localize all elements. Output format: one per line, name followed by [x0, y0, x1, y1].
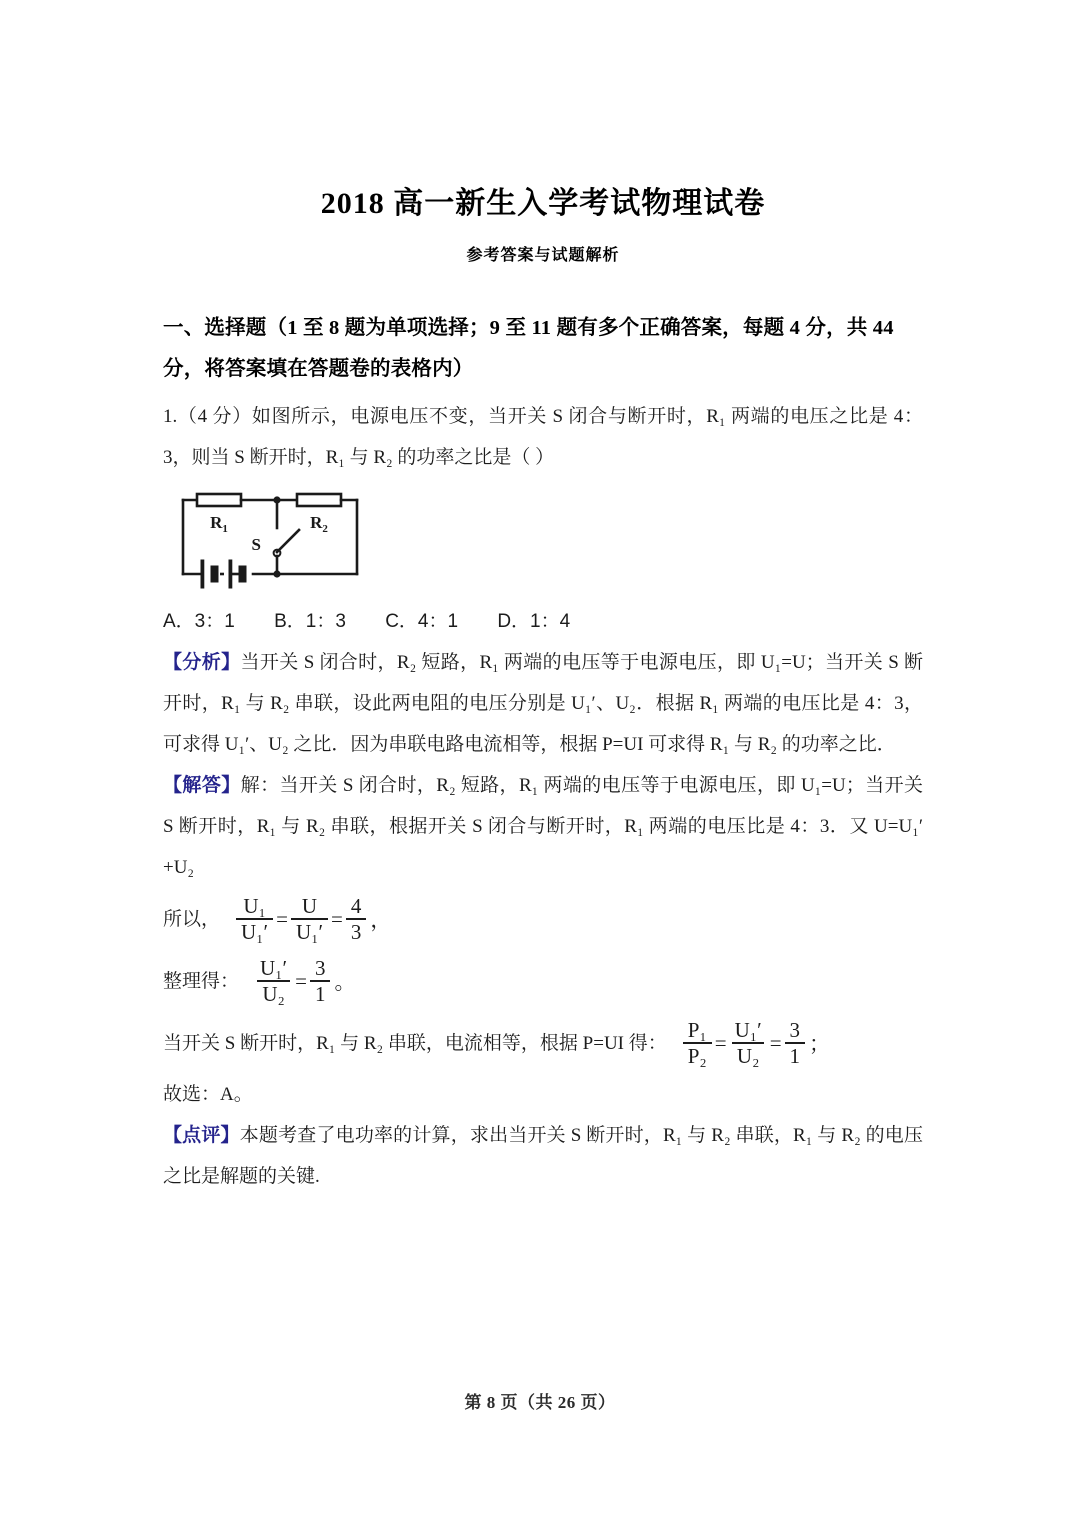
section-heading: 一、选择题（1 至 8 题为单项选择；9 至 11 题有多个正确答案，每题 4 分，共 44 分，将答案填在答题卷的表格内）: [163, 317, 894, 380]
fraction-four-over-three: $\frac{4}{3}$: [346, 895, 367, 943]
analysis-label: 【分析】: [163, 652, 241, 673]
equation-1-math: [234, 895, 391, 943]
fraction-three-over-one: $\frac{3}{1}$: [310, 957, 331, 1005]
fraction-u1-over-u1prime: $\frac{\text{U₁}}{\text{U₁′}}$: [236, 895, 273, 943]
resistor-r2-label: $R_2$: [310, 513, 328, 535]
equals-sign: =: [714, 1030, 727, 1055]
equals-sign: =: [276, 906, 288, 931]
equation-2-tail: 。: [334, 970, 356, 994]
comment-text: 本题考查了电功率的计算，求出当开关 S 断开时，R₁ 与 R₂ 串联，R₁ 与 R₂ 的电压之比是解题的关键.: [163, 1125, 923, 1187]
equals-sign: =: [295, 968, 307, 993]
fraction-u-over-u1prime: $\frac{U}{\text{U₁′}}$: [291, 895, 328, 943]
equals-sign: =: [331, 906, 343, 931]
comment-label: 【点评】: [163, 1125, 240, 1146]
circuit-diagram-svg: [171, 488, 381, 593]
answer-line: 故选：A。: [163, 1084, 253, 1105]
equation-row-1: [163, 888, 923, 950]
resistor-r1-label: $R_1$: [210, 513, 228, 535]
solution-text: 解：当开关 S 闭合时，R₂ 短路，R₁ 两端的电压等于电源电压，即 U₁=U；当开关 S 断开时，R₁ 与 R₂ 串联，根据开关 S 闭合与断开时，R₁ 两端的电压比是 4：3．又 U=U₁′+U₂: [163, 775, 923, 878]
equation-2-lead: 整理得：: [163, 970, 240, 992]
equation-row-3: [163, 1012, 923, 1074]
question-stem: 1.（4 分）如图所示，电源电压不变，当开关 S 闭合与断开时，R₁ 两端的电压之比是 4：3，则当 S 断开时，R₁ 与 R₂ 的功率之比是（ ）: [163, 406, 923, 468]
option-b[interactable]: B．1：3: [274, 611, 346, 632]
analysis-paragraph: [163, 642, 923, 765]
page-footer: 第 8 页（共 26 页）: [464, 1393, 616, 1412]
equation-3-lead: 当开关 S 断开时，R₁ 与 R₂ 串联，电流相等，根据 P=UI 得：: [163, 1032, 667, 1054]
equals-sign: =: [769, 1030, 782, 1055]
equation-3-tail: ；: [809, 1032, 831, 1056]
option-c[interactable]: C．4：1: [385, 611, 459, 632]
equation-1-tail: ，: [370, 908, 392, 932]
analysis-text: 当开关 S 闭合时，R₂ 短路，R₁ 两端的电压等于电源电压，即 U₁=U；当开关 S 断开时，R₁ 与 R₂ 串联，设此两电阻的电压分别是 U₁′、U₂．根据 R₁ 两端的电压比是 4：3，可求得 U₁′、U₂ 之比．因为串联电路电流相等，根据 P=UI 可求得 R₁ 与 R₂ 的功率之比．: [163, 652, 923, 755]
switch-s-label: S: [251, 535, 261, 554]
option-a[interactable]: A．3：1: [163, 611, 235, 632]
fraction-three-over-one: $\frac{3}{1}$: [785, 1019, 806, 1067]
fraction-p1-over-p2: $\frac{\text{P₁}}{\text{P₂}}$: [683, 1019, 712, 1067]
equation-2-math: [253, 957, 355, 1005]
equation-3-math: [681, 1019, 830, 1067]
comment-paragraph: [163, 1115, 923, 1197]
circuit-diagram: [171, 488, 381, 593]
option-d[interactable]: D．1：4: [497, 611, 571, 632]
solution-label: 【解答】: [163, 775, 241, 796]
fraction-u1prime-over-u2: $\frac{\text{U₁′}}{\text{U₂}}$: [730, 1019, 767, 1067]
solution-paragraph: [163, 765, 923, 888]
page-subtitle: 参考答案与试题解析: [466, 247, 620, 264]
junction-dot-top: [273, 496, 280, 503]
fraction-u1prime-over-u2: $\frac{\text{U₁′}}{\text{U₂}}$: [255, 957, 292, 1005]
answer-options: [163, 601, 923, 642]
equation-1-lead: 所以，: [163, 908, 221, 930]
equation-row-2: [163, 950, 923, 1012]
junction-dot-bottom: [273, 570, 280, 577]
page-title: 2018 高一新生入学考试物理试卷: [320, 187, 766, 220]
page-content: [163, 0, 923, 1197]
